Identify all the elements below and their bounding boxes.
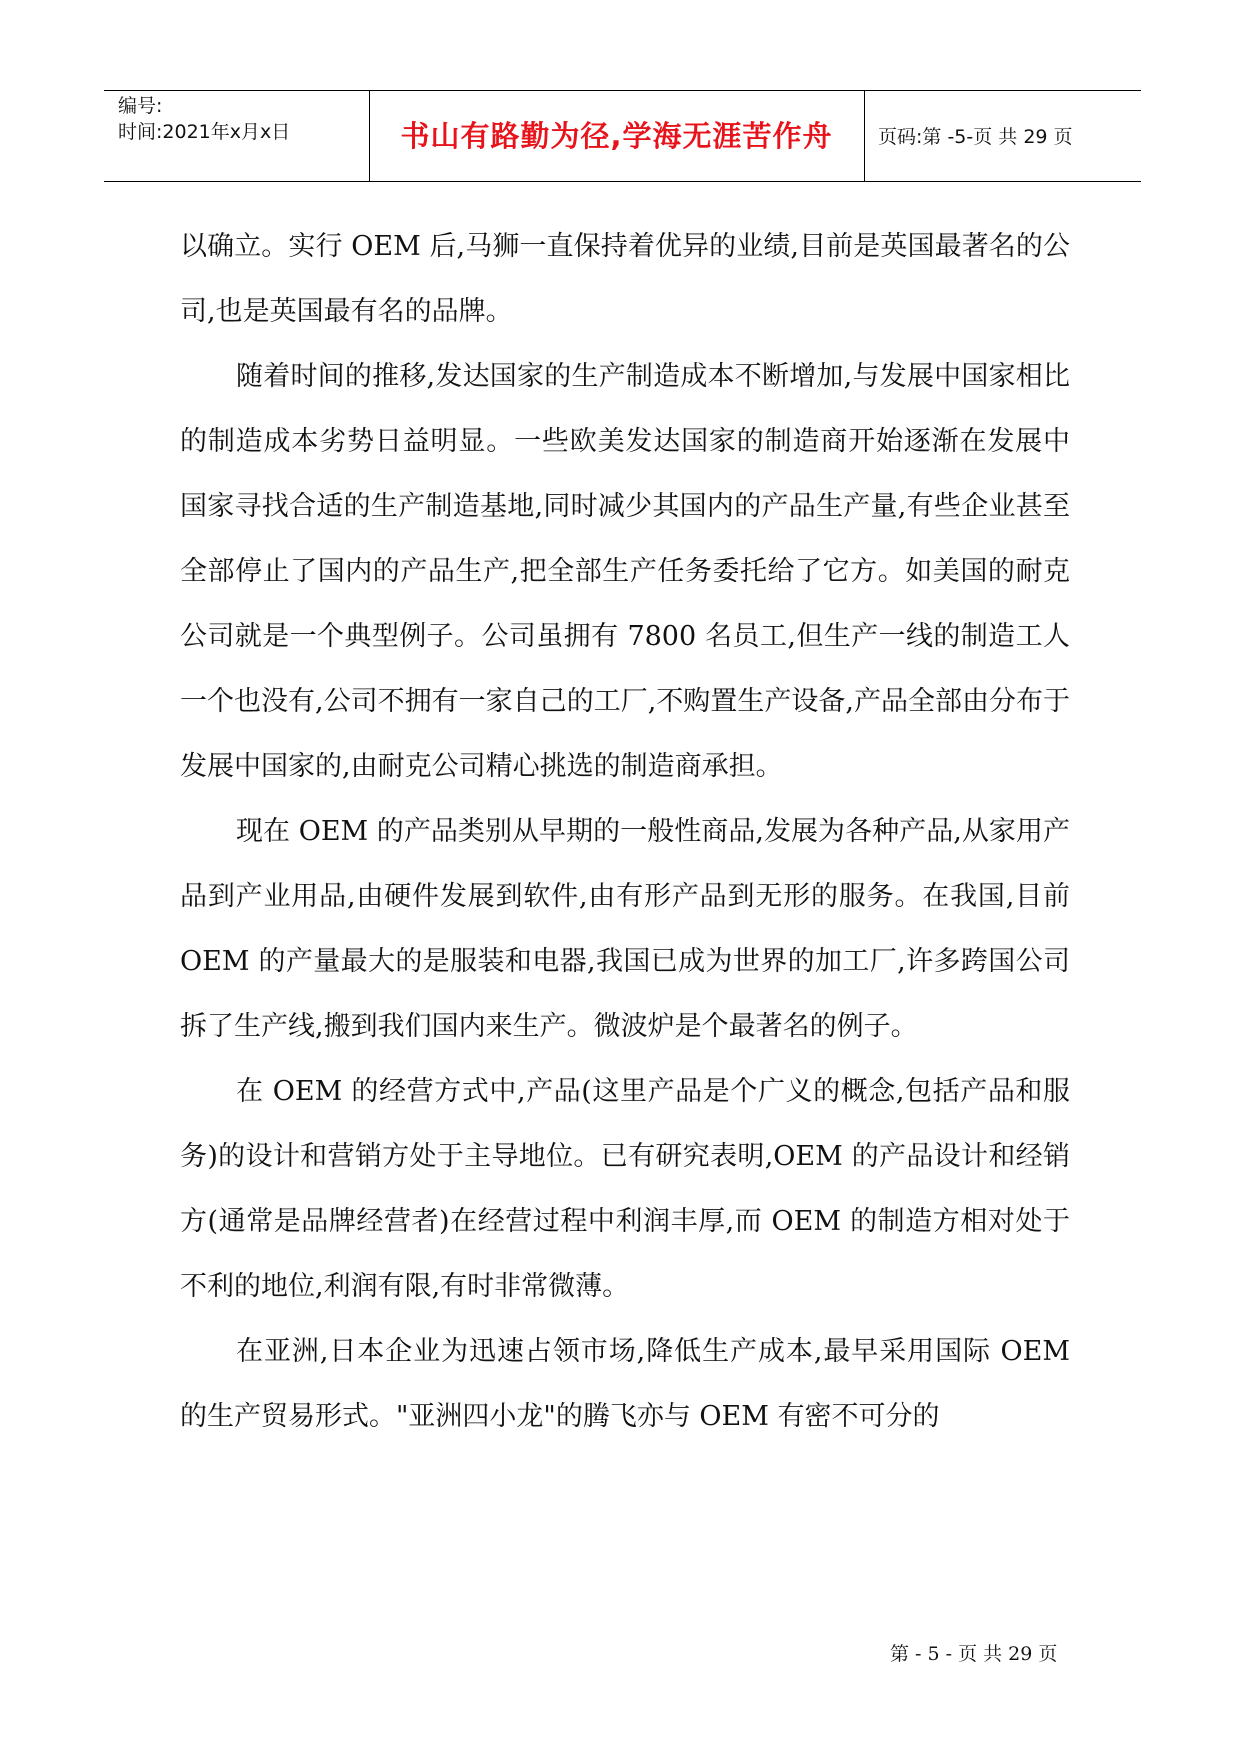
paragraph-continued: 以确立。实行 OEM 后,马狮一直保持着优异的业绩,目前是英国最著名的公司,也是英国最有名的品牌。 (180, 231, 1070, 327)
header-slogan: 书山有路勤为径,学海无涯苦作舟 (400, 119, 833, 153)
header-meta-cell (104, 91, 370, 181)
document-body (180, 214, 1070, 1449)
header-page-info: 页码:第 -5-页 共 29 页 (878, 126, 1073, 148)
header-slogan-cell (369, 91, 865, 181)
paragraph: 在 OEM 的经营方式中,产品(这里产品是个广义的概念,包括产品和服务)的设计和营销方处于主导地位。已有研究表明,OEM 的产品设计和经销方(通常是品牌经营者)在经营过程中利润丰厚,而 OEM 的制造方相对处于不利的地位,利润有限,有时非常微薄。 (180, 1076, 1070, 1302)
document-number-label: 编号: (118, 95, 163, 117)
paragraph: 现在 OEM 的产品类别从早期的一般性商品,发展为各种产品,从家用产品到产业用品,由硬件发展到软件,由有形产品到无形的服务。在我国,目前 OEM 的产量最大的是服装和电器,我国已成为世界的加工厂,许多跨国公司拆了生产线,搬到我们国内来生产。微波炉是个最著名的例子。 (180, 816, 1070, 1042)
paragraph: 在亚洲,日本企业为迅速占领市场,降低生产成本,最早采用国际 OEM 的生产贸易形式。"亚洲四小龙"的腾飞亦与 OEM 有密不可分的 (180, 1336, 1070, 1432)
page-header (104, 90, 1141, 182)
header-page-cell (864, 91, 1141, 181)
page-footer-number: 第 - 5 - 页 共 29 页 (890, 1643, 1058, 1665)
document-time-label: 时间:2021年x月x日 (118, 121, 291, 143)
paragraph: 随着时间的推移,发达国家的生产制造成本不断增加,与发展中国家相比的制造成本劣势日益明显。一些欧美发达国家的制造商开始逐渐在发展中国家寻找合适的生产制造基地,同时减少其国内的产品生产量,有些企业甚至全部停止了国内的产品生产,把全部生产任务委托给了它方。如美国的耐克公司就是一个典型例子。公司虽拥有 7800 名员工,但生产一线的制造工人一个也没有,公司不拥有一家自己的工厂,不购置生产设备,产品全部由分布于发展中国家的,由耐克公司精心挑选的制造商承担。 (180, 361, 1070, 782)
